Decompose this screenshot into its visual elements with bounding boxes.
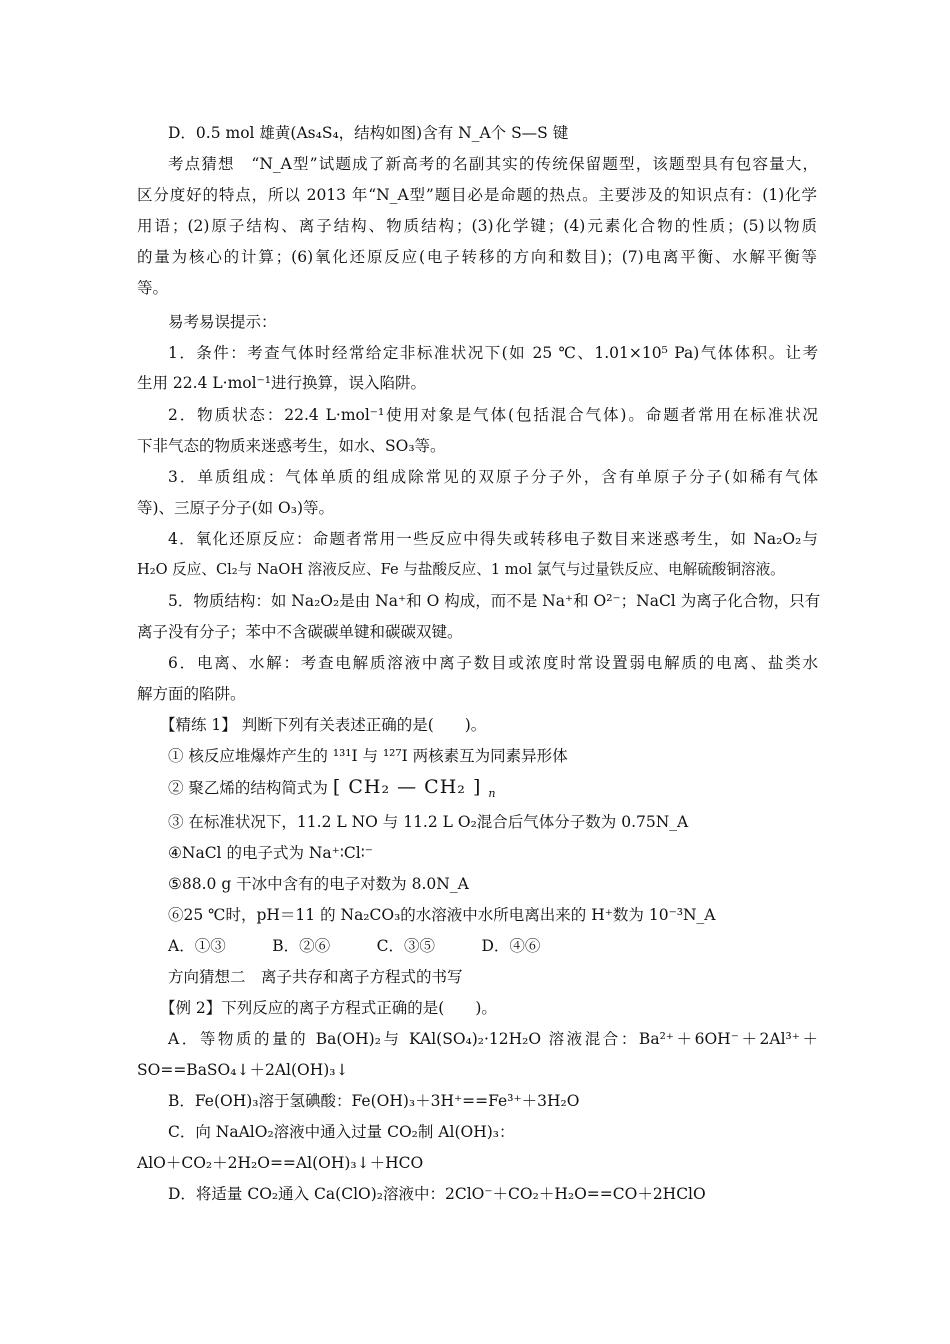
exercise-1-options: A．①③ B．②⑥ C．③⑤ D．④⑥ [168, 937, 541, 955]
formula-ch2-b: CH₂ [424, 776, 466, 798]
formula-right-bracket: ] [472, 776, 482, 798]
statement-2-text: ② 聚乙烯的结构简式为 [168, 779, 328, 797]
paragraph-exam-guess-line-4: 的量为核心的计算；(6)氧化还原反应(电子转移的方向和数目)；(7)电离平衡、水解平衡等 [137, 248, 817, 266]
paragraph-exam-guess-line-2: 区分度好的特点，所以 2013 年“N_A型”题目必是命题的热点。主要涉及的知识点有：(1)化学 [137, 186, 817, 204]
tip-6-line-2: 解方面的陷阱。 [137, 685, 246, 703]
statement-4: ④NaCl 的电子式为 Na⁺∶Cl∶⁻ [168, 844, 373, 862]
statement-3: ③ 在标准状况下，11.2 L NO 与 11.2 L O₂混合后气体分子数为 0.75N_A [168, 813, 689, 831]
tip-6-line-1: 6．电离、水解：考查电解质溶液中离子数目或浓度时常设置弱电解质的电离、盐类水 [168, 654, 818, 672]
tip-1-line-2: 生用 22.4 L·mol⁻¹进行换算，误入陷阱。 [137, 374, 426, 392]
paragraph-exam-guess-line-1: 考点猜想 “N_A型”试题成了新高考的名副其实的传统保留题型，该题型具有包容量大， [168, 155, 818, 173]
example-2-option-b: B．Fe(OH)₃溶于氢碘酸：Fe(OH)₃＋3H⁺==Fe³⁺＋3H₂O [168, 1092, 580, 1110]
section-heading-direction-2: 方向猜想二 离子共存和离子方程式的书写 [168, 968, 463, 986]
paragraph-exam-guess-line-5: 等。 [137, 279, 169, 297]
tip-5-line-2: 离子没有分子；苯中不含碳碳单键和碳碳双键。 [137, 623, 463, 641]
example-2-option-a-line-1: A．等物质的量的 Ba(OH)₂与 KAl(SO₄)₂·12H₂O 溶液混合：Ba²⁺＋6OH⁻＋2Al³⁺＋ [168, 1030, 818, 1048]
example-2-option-a-line-2: SO==BaSO₄↓＋2Al(OH)₃↓ [137, 1061, 349, 1079]
statement-6: ⑥25 ℃时，pH＝11 的 Na₂CO₃的水溶液中水所电离出来的 H⁺数为 10⁻³N_A [168, 906, 716, 924]
tip-1-line-1: 1．条件：考查气体时经常给定非标准状况下(如 25 ℃、1.01×10⁵ Pa)气体体积。让考 [168, 344, 818, 362]
tips-heading: 易考易误提示： [168, 313, 277, 331]
tip-4-line-1: 4．氧化还原反应：命题者常用一些反应中得失或转移电子数目来迷惑考生，如 Na₂O₂与 [168, 530, 818, 548]
example-2-option-c-line-1: C．向 NaAlO₂溶液中通入过量 CO₂制 Al(OH)₃： [168, 1123, 515, 1141]
formula-bond: — [397, 776, 418, 798]
tip-5-line-1: 5．物质结构：如 Na₂O₂是由 Na⁺和 O 构成，而不是 Na⁺和 O²⁻；NaCl 为离子化合物，只有 [168, 592, 821, 610]
formula-left-bracket: [ [332, 776, 342, 798]
paragraph-exam-guess-line-3: 用语；(2)原子结构、离子结构、物质结构；(3)化学键；(4)元素化合物的性质；(5)以物质 [137, 217, 817, 235]
formula-ch2-a: CH₂ [348, 776, 391, 798]
option-d-realgar: D．0.5 mol 雄黄(As₄S₄，结构如图)含有 N_A个 S—S 键 [168, 124, 569, 142]
example-2-heading: 【例 2】下列反应的离子方程式正确的是( )。 [160, 999, 497, 1017]
statement-2 [168, 776, 818, 806]
example-2-option-d: D．将适量 CO₂通入 Ca(ClO)₂溶液中：2ClO⁻＋CO₂＋H₂O==CO＋2HClO [168, 1185, 706, 1203]
tip-2-line-2: 下非气态的物质来迷惑考生，如水、SO₃等。 [137, 437, 446, 455]
statement-1: ① 核反应堆爆炸产生的 ¹³¹I 与 ¹²⁷I 两核素互为同素异形体 [168, 747, 568, 765]
tip-2-line-1: 2．物质状态：22.4 L·mol⁻¹使用对象是气体(包括混合气体)。命题者常用在标准状况 [168, 406, 818, 424]
polyethylene-formula [333, 776, 497, 798]
formula-n: n [488, 787, 497, 800]
statement-5: ⑤88.0 g 干冰中含有的电子对数为 8.0N_A [168, 875, 469, 893]
example-2-option-c-line-2: AlO＋CO₂＋2H₂O==Al(OH)₃↓＋HCO [137, 1154, 424, 1172]
exercise-1-heading: 【精练 1】 判断下列有关表述正确的是( )。 [160, 716, 487, 734]
tip-3-line-1: 3．单质组成：气体单质的组成除常见的双原子分子外，含有单原子分子(如稀有气体 [168, 468, 818, 486]
tip-4-line-2: H₂O 反应、Cl₂与 NaOH 溶液反应、Fe 与盐酸反应、1 mol 氯气与过量铁反应、电解硫酸铜溶液。 [137, 561, 785, 578]
tip-3-line-2: 等)、三原子分子(如 O₃)等。 [137, 499, 334, 517]
